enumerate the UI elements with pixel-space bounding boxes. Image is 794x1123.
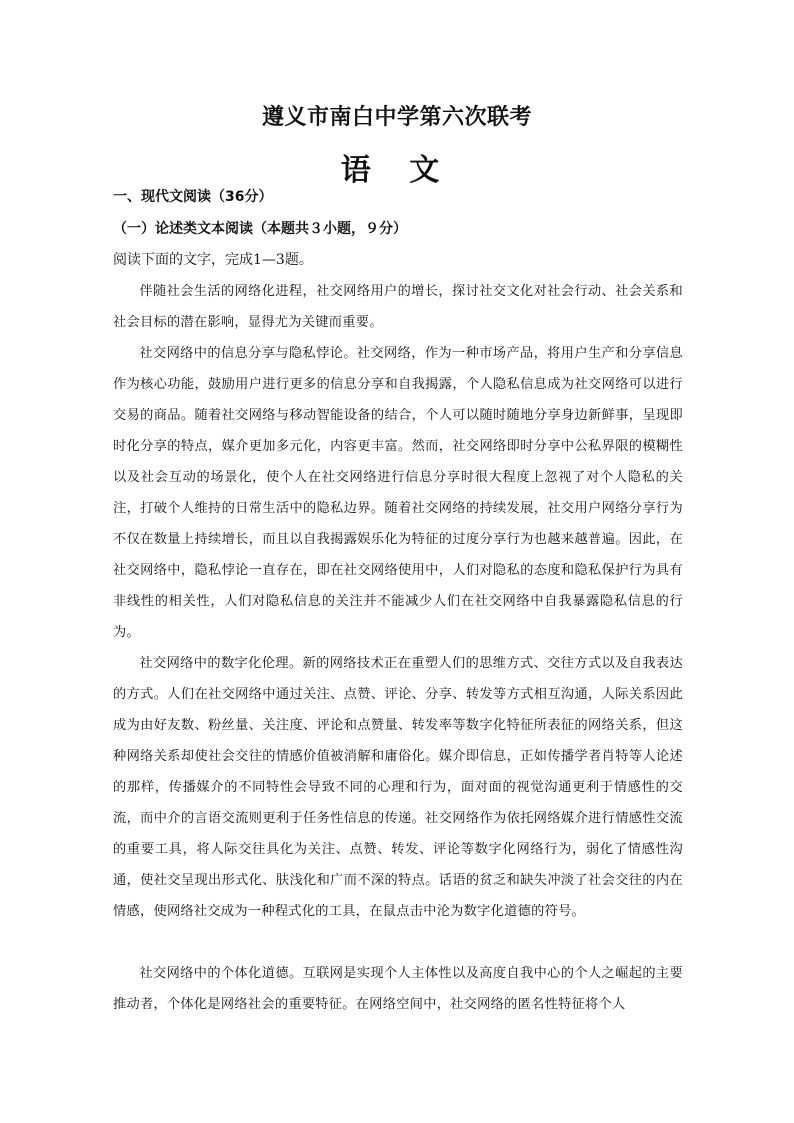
subject-title: 语 文 — [340, 153, 454, 188]
exam-title: 遵义市南白中学第六次联考 — [261, 104, 532, 130]
paragraph-digital-ethics: 社交网络中的数字化伦理。新的网络技术正在重塑人们的思维方式、交往方式以及自我表达的方式。人们在社交网络中通过关注、点赞、评论、分享、转发等方式相互沟通，人际关系因此成为由好友数、粉丝量、关注度、评论和点赞量、转发率等数字化特征所表征的网络关系，但这种网络关系却使社会交往的情感价值被消解和庸俗化。媒介即信息，正如传播学者肖特等人论述的那样，传播媒介的不同特性会导致不同的心理和行为，面对面的视觉沟通更利于情感性的交流，而中介的言语交流则更利于任务性信息的传递。社交网络作为依托网络媒介进行情感性交流的重要工具，将人际交往具化为关注、点赞、转发、评论等数字化网络行为，弱化了情感性沟通，使社交呈现出形式化、肤浅化和广而不深的特点。话语的贫乏和缺失冲淡了社会交往的内在情感，使网络社交成为一种程式化的工具，在鼠点击中沦为数字化道德的符号。 — [113, 656, 683, 919]
paragraph-intro: 伴随社会生活的网络化进程，社交网络用户的增长，探讨社交文化对社会行动、社会关系和社会目标的潜在影响，显得尤为关键而重要。 — [113, 284, 683, 330]
paragraph-individual-morality: 社交网络中的个体化道德。互联网是实现个人主体性以及高度自我中心的个人之崛起的主要推动者，个体化是网络社会的重要特征。在网络空间中，社交网络的匿名性特征将个人 — [113, 966, 683, 1012]
paragraph-privacy-paradox: 社交网络中的信息分享与隐私悖论。社交网络，作为一种市场产品，将用户生产和分享信息作为核心功能，鼓励用户进行更多的信息分享和自我揭露，个人隐私信息成为社交网络可以进行交易的商品。随着社交网络与移动智能设备的结合，个人可以随时随地分享身边新鲜事，呈现即时化分享的特点，媒介更加多元化，内容更丰富。然而，社交网络即时分享中公私界限的模糊性以及社会互动的场景化，使个人在社交网络进行信息分享时很大程度上忽视了对个人隐私的关注，打破个人维持的日常生活中的隐私边界。随着社交网络的持续发展，社交用户网络分享行为不仅在数量上持续增长，而且以自我揭露娱乐化为特征的过度分享行为也越来越普遍。因此，在社交网络中，隐私悖论一直存在，即在社交网络使用中，人们对隐私的态度和隐私保护行为具有非线性的相关性，人们对隐私信息的关注并不能减少人们在社交网络中自我暴露隐私信息的行为。 — [113, 346, 683, 640]
section-heading: 一、现代文阅读（36分） — [113, 189, 273, 205]
subsection-heading: （一）论述类文本阅读（本题共３小题，９分） — [113, 221, 407, 237]
reading-instruction: 阅读下面的文字，完成1—3题。 — [113, 252, 313, 268]
